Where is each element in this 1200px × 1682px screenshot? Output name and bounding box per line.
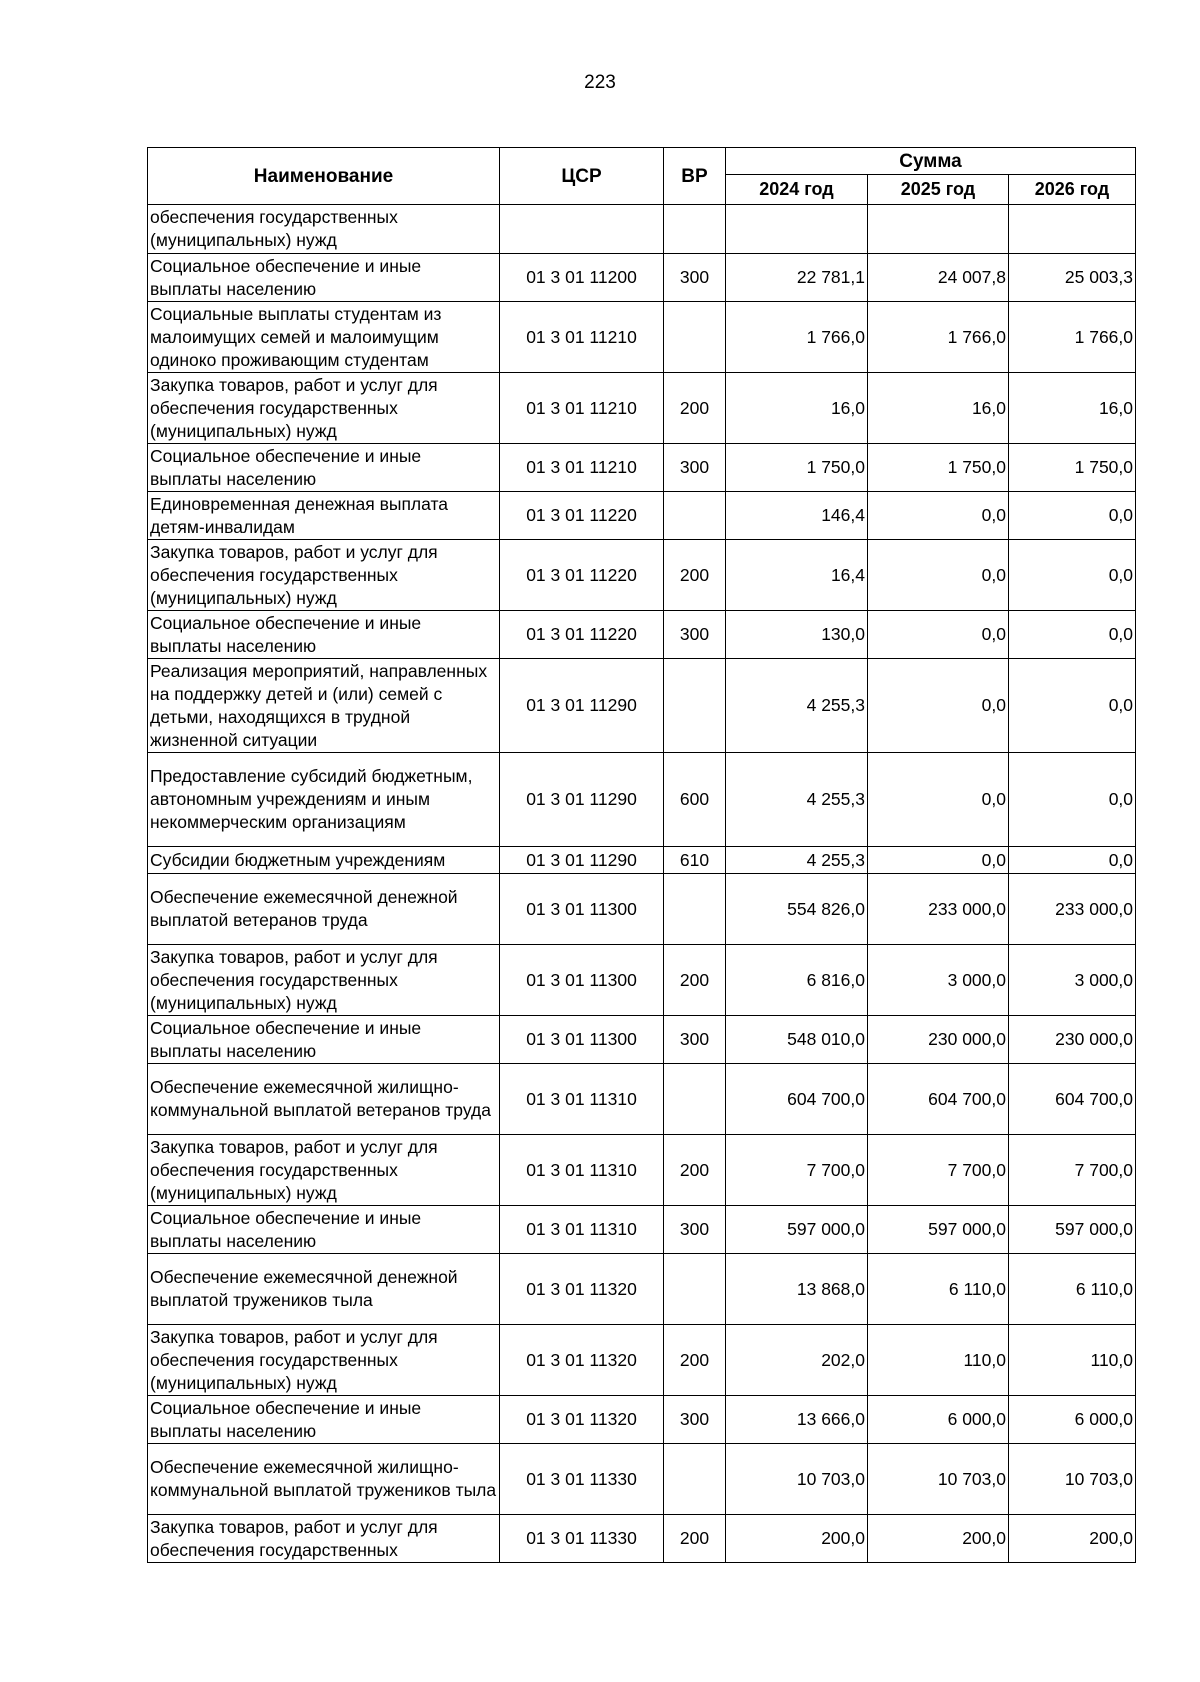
header-code: ЦСР	[500, 148, 664, 205]
cell-code: 01 3 01 11300	[500, 945, 664, 1016]
table-row	[148, 1325, 1136, 1396]
header-vr: ВР	[664, 148, 726, 205]
cell-2025: 7 700,0	[868, 1135, 1009, 1206]
cell-2026: 0,0	[1009, 492, 1136, 540]
cell-vr: 200	[664, 373, 726, 444]
table-row	[148, 753, 1136, 847]
table-row	[148, 1444, 1136, 1515]
cell-name: Социальное обеспечение и иные выплаты населению	[148, 611, 500, 659]
cell-name: Единовременная денежная выплата детям-инвалидам	[148, 492, 500, 540]
cell-vr	[664, 659, 726, 753]
cell-2026: 6 110,0	[1009, 1254, 1136, 1325]
cell-vr: 610	[664, 847, 726, 874]
cell-code: 01 3 01 11320	[500, 1325, 664, 1396]
cell-vr: 200	[664, 1515, 726, 1563]
cell-code: 01 3 01 11300	[500, 1016, 664, 1064]
cell-code: 01 3 01 11220	[500, 540, 664, 611]
cell-vr	[664, 1254, 726, 1325]
cell-vr: 300	[664, 1396, 726, 1444]
table-row	[148, 1135, 1136, 1206]
header-year-2024: 2024 год	[726, 175, 868, 205]
cell-2024: 200,0	[726, 1515, 868, 1563]
table-row	[148, 254, 1136, 302]
cell-2026: 0,0	[1009, 753, 1136, 847]
table-header	[148, 148, 1136, 205]
cell-name: Закупка товаров, работ и услуг для обеспечения государственных (муниципальных) нужд	[148, 1325, 500, 1396]
cell-2024: 13 666,0	[726, 1396, 868, 1444]
cell-2026: 3 000,0	[1009, 945, 1136, 1016]
cell-2024: 6 816,0	[726, 945, 868, 1016]
cell-name: Социальное обеспечение и иные выплаты населению	[148, 254, 500, 302]
cell-2026	[1009, 205, 1136, 254]
table-row	[148, 373, 1136, 444]
cell-code: 01 3 01 11310	[500, 1206, 664, 1254]
table-row	[148, 847, 1136, 874]
table-row	[148, 1206, 1136, 1254]
cell-code	[500, 205, 664, 254]
cell-code: 01 3 01 11310	[500, 1064, 664, 1135]
cell-2024: 16,0	[726, 373, 868, 444]
table-row	[148, 874, 1136, 945]
cell-2025: 0,0	[868, 492, 1009, 540]
cell-2026: 200,0	[1009, 1515, 1136, 1563]
cell-name: Обеспечение ежемесячной денежной выплатой тружеников тыла	[148, 1254, 500, 1325]
cell-2026: 1 766,0	[1009, 302, 1136, 373]
cell-2024: 597 000,0	[726, 1206, 868, 1254]
table-row	[148, 492, 1136, 540]
cell-vr: 300	[664, 1206, 726, 1254]
cell-2024: 554 826,0	[726, 874, 868, 945]
cell-2024: 4 255,3	[726, 847, 868, 874]
cell-2026: 7 700,0	[1009, 1135, 1136, 1206]
table-row	[148, 1515, 1136, 1563]
cell-code: 01 3 01 11290	[500, 847, 664, 874]
cell-2025: 230 000,0	[868, 1016, 1009, 1064]
header-year-2026: 2026 год	[1009, 175, 1136, 205]
table-row	[148, 302, 1136, 373]
cell-2025: 3 000,0	[868, 945, 1009, 1016]
cell-code: 01 3 01 11220	[500, 611, 664, 659]
cell-vr: 200	[664, 540, 726, 611]
cell-name: Закупка товаров, работ и услуг для обеспечения государственных	[148, 1515, 500, 1563]
table-row	[148, 611, 1136, 659]
cell-code: 01 3 01 11290	[500, 659, 664, 753]
cell-vr	[664, 205, 726, 254]
table-row	[148, 659, 1136, 753]
cell-2026: 10 703,0	[1009, 1444, 1136, 1515]
table-row	[148, 540, 1136, 611]
cell-code: 01 3 01 11320	[500, 1254, 664, 1325]
cell-2024: 4 255,3	[726, 659, 868, 753]
cell-vr	[664, 1064, 726, 1135]
cell-2025: 24 007,8	[868, 254, 1009, 302]
cell-2024: 1 750,0	[726, 444, 868, 492]
cell-2026: 25 003,3	[1009, 254, 1136, 302]
cell-name: Закупка товаров, работ и услуг для обеспечения государственных (муниципальных) нужд	[148, 945, 500, 1016]
cell-vr: 300	[664, 444, 726, 492]
cell-name: Обеспечение ежемесячной жилищно-коммунальной выплатой ветеранов труда	[148, 1064, 500, 1135]
cell-2026: 0,0	[1009, 659, 1136, 753]
cell-2026: 233 000,0	[1009, 874, 1136, 945]
table-row	[148, 1396, 1136, 1444]
cell-2025: 6 110,0	[868, 1254, 1009, 1325]
cell-name: Обеспечение ежемесячной денежной выплатой ветеранов труда	[148, 874, 500, 945]
cell-2025: 110,0	[868, 1325, 1009, 1396]
table-row	[148, 1064, 1136, 1135]
cell-code: 01 3 01 11290	[500, 753, 664, 847]
cell-2026: 16,0	[1009, 373, 1136, 444]
cell-name: Закупка товаров, работ и услуг для обеспечения государственных (муниципальных) нужд	[148, 540, 500, 611]
cell-vr	[664, 492, 726, 540]
table-row	[148, 1016, 1136, 1064]
cell-2024: 130,0	[726, 611, 868, 659]
cell-2026: 597 000,0	[1009, 1206, 1136, 1254]
cell-vr	[664, 302, 726, 373]
cell-vr: 200	[664, 945, 726, 1016]
cell-code: 01 3 01 11320	[500, 1396, 664, 1444]
cell-vr	[664, 1444, 726, 1515]
cell-2024: 4 255,3	[726, 753, 868, 847]
cell-vr: 300	[664, 1016, 726, 1064]
cell-2026: 0,0	[1009, 611, 1136, 659]
budget-table	[147, 147, 1136, 1563]
cell-vr: 300	[664, 611, 726, 659]
cell-name: Социальные выплаты студентам из малоимущих семей и малоимущим одиноко проживающим студентам	[148, 302, 500, 373]
cell-2025: 0,0	[868, 540, 1009, 611]
cell-2024: 22 781,1	[726, 254, 868, 302]
cell-code: 01 3 01 11220	[500, 492, 664, 540]
cell-2024: 202,0	[726, 1325, 868, 1396]
cell-2024: 16,4	[726, 540, 868, 611]
cell-name: Социальное обеспечение и иные выплаты населению	[148, 1396, 500, 1444]
cell-name: Социальное обеспечение и иные выплаты населению	[148, 444, 500, 492]
cell-vr: 200	[664, 1325, 726, 1396]
table-row	[148, 205, 1136, 254]
cell-code: 01 3 01 11210	[500, 373, 664, 444]
header-name: Наименование	[148, 148, 500, 205]
cell-name: обеспечения государственных (муниципальных) нужд	[148, 205, 500, 254]
cell-code: 01 3 01 11310	[500, 1135, 664, 1206]
cell-vr: 600	[664, 753, 726, 847]
cell-2025: 1 766,0	[868, 302, 1009, 373]
cell-2024: 7 700,0	[726, 1135, 868, 1206]
table-row	[148, 1254, 1136, 1325]
cell-2025: 200,0	[868, 1515, 1009, 1563]
cell-2026: 0,0	[1009, 540, 1136, 611]
cell-2025: 233 000,0	[868, 874, 1009, 945]
cell-code: 01 3 01 11200	[500, 254, 664, 302]
cell-2025: 604 700,0	[868, 1064, 1009, 1135]
cell-2025: 0,0	[868, 753, 1009, 847]
cell-2026: 1 750,0	[1009, 444, 1136, 492]
cell-2026: 6 000,0	[1009, 1396, 1136, 1444]
cell-2025: 10 703,0	[868, 1444, 1009, 1515]
cell-2025: 0,0	[868, 659, 1009, 753]
cell-2025	[868, 205, 1009, 254]
cell-2025: 6 000,0	[868, 1396, 1009, 1444]
cell-vr	[664, 874, 726, 945]
page-number: 223	[584, 72, 616, 93]
cell-code: 01 3 01 11330	[500, 1444, 664, 1515]
cell-name: Реализация мероприятий, направленных на поддержку детей и (или) семей с детьми, находящихся в трудной жизненной ситуации	[148, 659, 500, 753]
cell-vr: 300	[664, 254, 726, 302]
table-row	[148, 945, 1136, 1016]
cell-vr: 200	[664, 1135, 726, 1206]
cell-name: Закупка товаров, работ и услуг для обеспечения государственных (муниципальных) нужд	[148, 1135, 500, 1206]
cell-code: 01 3 01 11210	[500, 302, 664, 373]
cell-2024: 604 700,0	[726, 1064, 868, 1135]
cell-code: 01 3 01 11210	[500, 444, 664, 492]
cell-code: 01 3 01 11330	[500, 1515, 664, 1563]
cell-2026: 110,0	[1009, 1325, 1136, 1396]
table-body	[148, 205, 1136, 1563]
cell-2024: 1 766,0	[726, 302, 868, 373]
cell-2024: 548 010,0	[726, 1016, 868, 1064]
cell-2024	[726, 205, 868, 254]
cell-2024: 146,4	[726, 492, 868, 540]
cell-name: Социальное обеспечение и иные выплаты населению	[148, 1206, 500, 1254]
cell-2026: 0,0	[1009, 847, 1136, 874]
cell-2025: 597 000,0	[868, 1206, 1009, 1254]
table-row	[148, 444, 1136, 492]
cell-name: Закупка товаров, работ и услуг для обеспечения государственных (муниципальных) нужд	[148, 373, 500, 444]
cell-2025: 16,0	[868, 373, 1009, 444]
header-sum: Сумма	[726, 148, 1136, 175]
cell-name: Обеспечение ежемесячной жилищно-коммунальной выплатой тружеников тыла	[148, 1444, 500, 1515]
cell-name: Субсидии бюджетным учреждениям	[148, 847, 500, 874]
cell-2024: 13 868,0	[726, 1254, 868, 1325]
cell-code: 01 3 01 11300	[500, 874, 664, 945]
cell-2024: 10 703,0	[726, 1444, 868, 1515]
cell-2026: 604 700,0	[1009, 1064, 1136, 1135]
cell-name: Предоставление субсидий бюджетным, автономным учреждениям и иным некоммерческим организациям	[148, 753, 500, 847]
header-year-2025: 2025 год	[868, 175, 1009, 205]
cell-2025: 0,0	[868, 847, 1009, 874]
cell-name: Социальное обеспечение и иные выплаты населению	[148, 1016, 500, 1064]
cell-2026: 230 000,0	[1009, 1016, 1136, 1064]
cell-2025: 1 750,0	[868, 444, 1009, 492]
cell-2025: 0,0	[868, 611, 1009, 659]
